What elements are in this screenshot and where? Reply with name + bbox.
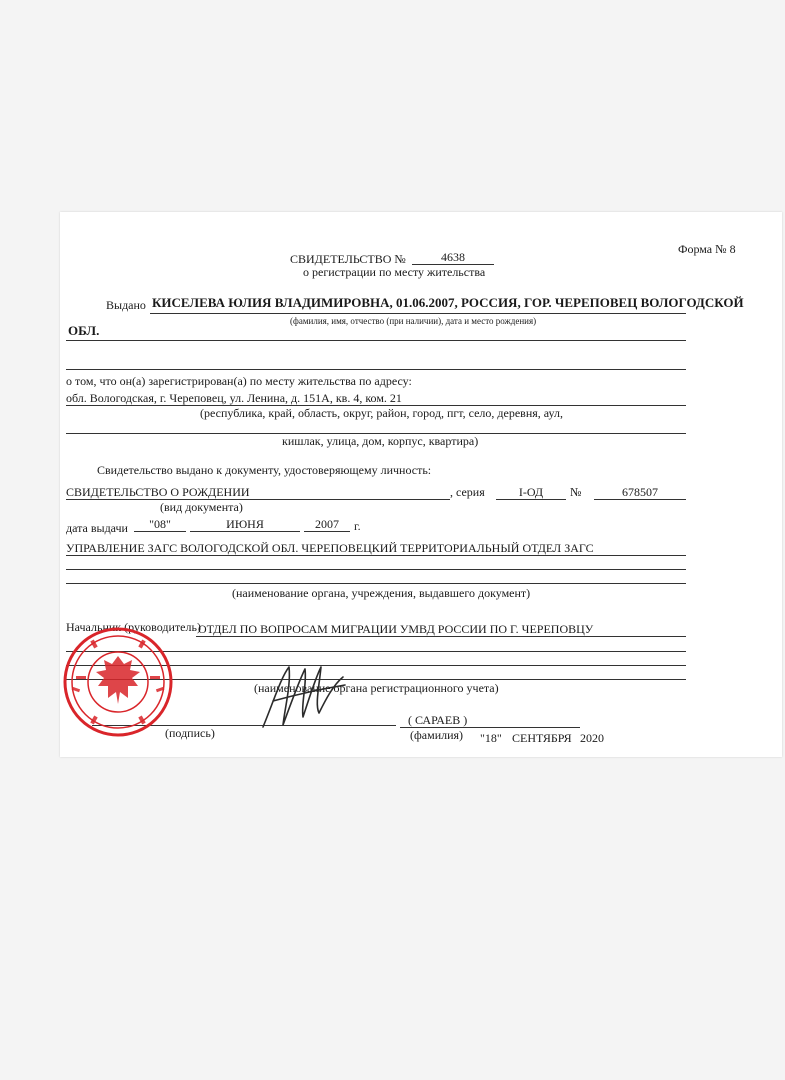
official-stamp-seal	[62, 626, 174, 738]
date-year: 2007	[315, 517, 339, 531]
doc-intro: Свидетельство выдано к документу, удостоверяющему личность:	[97, 463, 432, 477]
date-year-line	[304, 531, 350, 532]
issuer-line3	[66, 583, 686, 584]
address-hint2: кишлак, улица, дом, корпус, квартира)	[282, 434, 479, 448]
address-value: обл. Вологодская, г. Череповец, ул. Ленина, д. 151А, кв. 4, ком. 21	[66, 391, 402, 405]
signature-hint: (подпись)	[165, 726, 215, 740]
date-day: "08"	[149, 517, 171, 531]
series-label: , серия	[450, 485, 485, 499]
sign-date-month: СЕНТЯБРЯ	[512, 731, 572, 745]
issued-value-line1: КИСЕЛЕВА ЮЛИЯ ВЛАДИМИРОВНА, 01.06.2007, РОССИЯ, ГОР. ЧЕРЕПОВЕЦ ВОЛОГОДСКОЙ	[152, 295, 744, 310]
head-value: ОТДЕЛ ПО ВОПРОСАМ МИГРАЦИИ УМВД РОССИИ ПО Г. ЧЕРЕПОВЦУ	[198, 622, 594, 636]
address-label: о том, что он(а) зарегистрирован(а) по месту жительства по адресу:	[66, 374, 412, 388]
certificate-subtitle: о регистрации по месту жительства	[303, 265, 486, 279]
date-day-line	[134, 531, 186, 532]
date-month-line	[190, 531, 300, 532]
doc-number-label: №	[570, 485, 582, 499]
issued-value-line2: ОБЛ.	[68, 323, 100, 338]
issuer-hint: (наименование органа, учреждения, выдавшего документ)	[232, 586, 531, 600]
doc-type-line	[66, 499, 450, 500]
sign-date-day: "18"	[480, 731, 502, 745]
head-line1	[196, 636, 686, 637]
form-number: Форма № 8	[678, 242, 736, 256]
date-month: ИЮНЯ	[226, 517, 264, 531]
issued-hint: (фамилия, имя, отчество (при наличии), дата и место рождения)	[290, 316, 537, 326]
doc-issuer: УПРАВЛЕНИЕ ЗАГС ВОЛОГОДСКОЙ ОБЛ. ЧЕРЕПОВЕЦКИЙ ТЕРРИТОРИАЛЬНЫЙ ОТДЕЛ ЗАГС	[66, 541, 594, 555]
handwritten-signature	[255, 655, 350, 735]
certificate-title: СВИДЕТЕЛЬСТВО №	[290, 252, 406, 266]
surname-hint: (фамилия)	[410, 728, 464, 742]
certificate-number: 4638	[441, 250, 465, 264]
head-hint: (наименование органа регистрационного учета)	[254, 681, 499, 695]
issued-line2	[66, 340, 686, 341]
doc-number-value: 678507	[622, 485, 658, 499]
doc-type-hint: (вид документа)	[160, 500, 243, 514]
address-hint1: (республика, край, область, округ, район, город, пгт, село, деревня, аул,	[200, 406, 563, 420]
issued-line3	[66, 369, 686, 370]
issued-label: Выдано	[106, 298, 146, 312]
series-value: I-ОД	[518, 485, 544, 499]
issued-line1	[150, 313, 686, 314]
head-label: Начальник (руководитель)	[66, 620, 201, 634]
doc-type: СВИДЕТЕЛЬСТВО О РОЖДЕНИИ	[66, 485, 250, 499]
series-line	[496, 499, 566, 500]
signer-surname: ( САРАЕВ )	[408, 713, 468, 727]
date-label: дата выдачи	[66, 521, 128, 535]
issuer-line2	[66, 569, 686, 570]
sign-date-year: 2020	[580, 731, 604, 745]
issuer-line1	[66, 555, 686, 556]
date-year-suffix: г.	[354, 519, 361, 533]
doc-number-line	[594, 499, 686, 500]
